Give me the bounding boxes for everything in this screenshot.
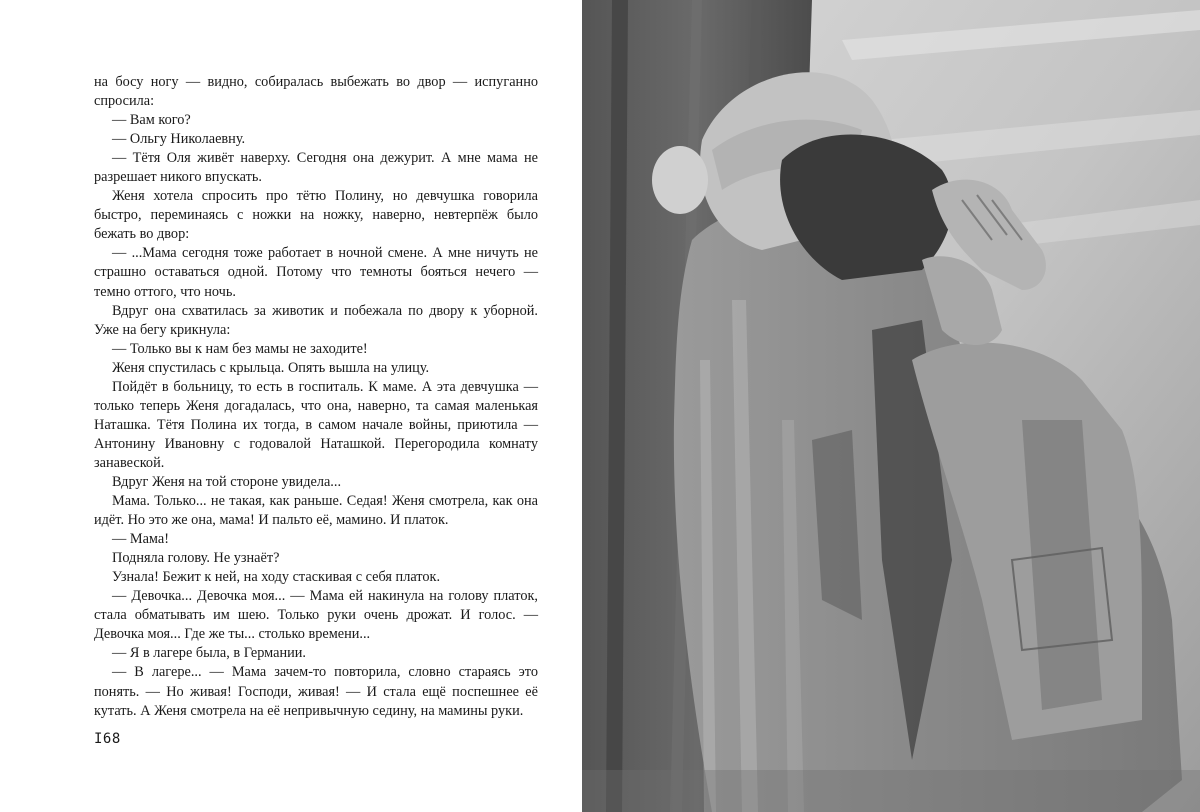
- paragraph: — Я в лагере была, в Германии.: [112, 645, 306, 662]
- paragraph: — Только вы к нам без мамы не заходите!: [112, 340, 368, 357]
- left-page: [0, 0, 582, 812]
- paragraph: — Девочка... Девочка моя... — Мама ей накинула на голову платок, стала обматывать им шею. Только руки очень дрожат. И голос. — Девочка моя... Где же ты... столько времени...: [94, 588, 538, 643]
- paragraph: — Тётя Оля живёт наверху. Сегодня она дежурит. А мне мама не разрешает никого впускать.: [94, 150, 538, 186]
- paragraph: Вдруг Женя на той стороне увидела...: [112, 473, 342, 490]
- paragraph: — ...Мама сегодня тоже работает в ночной смене. А мне ничуть не страшно оставаться одной. Потому что темноты бояться нечего — темно оттого, что ночь.: [94, 245, 538, 300]
- paragraph: Женя спустилась с крыльца. Опять вышла на улицу.: [112, 359, 430, 376]
- paragraph: Подняла голову. Не узнаёт?: [112, 550, 280, 567]
- illustration-page: [582, 0, 1200, 812]
- paragraph: Вдруг она схватилась за животик и побежала по двору к уборной. Уже на бегу крикнула:: [94, 302, 538, 338]
- paragraph: — В лагере... — Мама зачем-то повторила, словно стараясь это понять. — Но живая! Господи, живая! — И стала ещё поспешнее её кутать. А Женя смотрела на её непривычную седину, на мамины руки.: [94, 664, 538, 719]
- paragraph: Женя хотела спросить про тётю Полину, но девчушка говорила быстро, переминаясь с ножки на ножку, наверно, невтерпёж было бежать во двор:: [94, 188, 538, 243]
- paragraph: Мама. Только... не такая, как раньше. Седая! Женя смотрела, как она идёт. Но это же она, мама! И пальто её, мамино. И платок.: [94, 493, 538, 529]
- paragraph: — Ольгу Николаевну.: [112, 131, 246, 148]
- page-number: I68: [94, 731, 121, 747]
- paragraph: — Вам кого?: [112, 112, 191, 129]
- paragraph: на босу ногу — видно, собиралась выбежать во двор — испуганно спросила:: [94, 74, 538, 110]
- floor-shade: [582, 770, 1200, 812]
- paragraph: Узнала! Бежит к ней, на ходу стаскивая с себя платок.: [112, 569, 441, 586]
- watercolor-illustration: [582, 0, 1200, 812]
- headscarf-knot: [652, 146, 708, 214]
- paragraph: Пойдёт в больницу, то есть в госпиталь. К маме. А эта девчушка — только теперь Женя догадалась, что она, наверно, та самая маленькая Наташка. Тётя Полина их тогда, в самом начале войны, приютила — Антонину Ивановну с годовалой Наташкой. Перегородила комнату занавеской.: [94, 378, 538, 471]
- story-text: [94, 73, 538, 721]
- paragraph: — Мама!: [112, 531, 169, 548]
